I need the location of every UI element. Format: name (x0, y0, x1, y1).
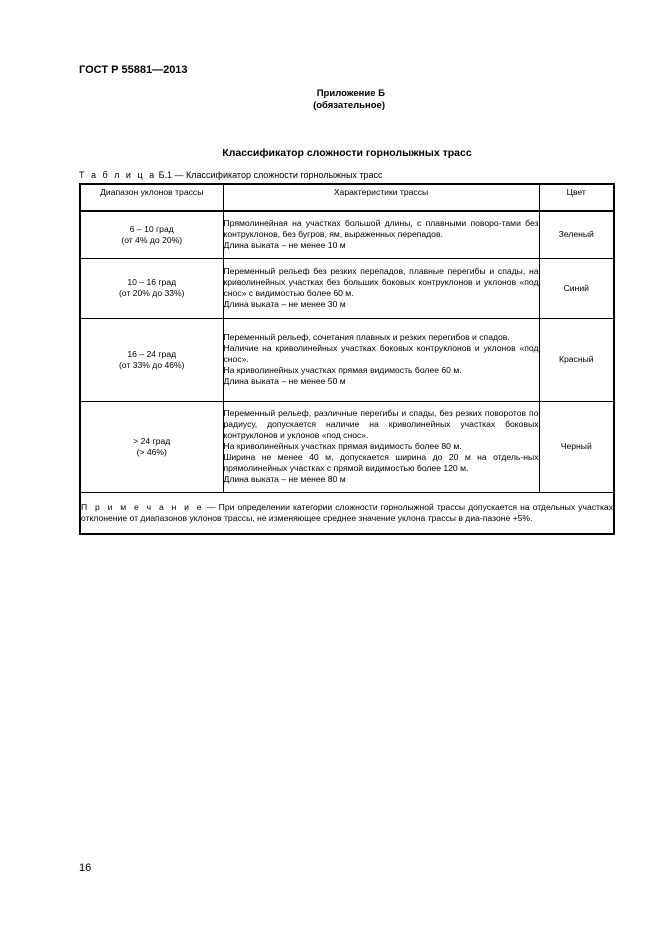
document-title: Классификатор сложности горнолыжных трасс (222, 147, 472, 159)
range-degrees: > 24 град (133, 435, 171, 446)
range-degrees: 6 – 10 град (129, 223, 174, 234)
characteristics-line: На криволинейных участках прямая видимость более 80 м. (223, 441, 462, 451)
characteristics-line: На криволинейных участках прямая видимость более 60 м. (223, 365, 462, 375)
table-header-row (80, 184, 614, 211)
table-caption-label: Т а б л и ц а (79, 170, 157, 180)
range-percent: (> 46%) (136, 446, 167, 457)
color-cell: Красный (539, 318, 614, 401)
table-row (80, 258, 614, 318)
characteristics-line: Переменный рельеф без резких перепадов, плавные перегибы и спады, на криволинейных участках без больших боковых контруклонов и уклонов «под снос» с видимостью более 60 м. (223, 266, 539, 298)
range-percent: (от 33% до 46%) (118, 359, 185, 370)
classifier-table (79, 183, 615, 535)
characteristics-line: Наличие на криволинейных участках боковых контруклонов и уклонов «под снос». (223, 343, 539, 364)
range-percent: (от 20% до 33%) (118, 288, 185, 298)
appendix-status: (обязательное) (313, 100, 385, 111)
page-number: 16 (79, 862, 92, 874)
column-header-characteristics: Характеристики трассы (223, 184, 539, 211)
characteristics-line: Переменный рельеф, различные перегибы и спады, без резких поворотов по радиусу, допускается наличие на криволинейных участках боковых контруклонов и уклонов «под снос». (223, 408, 539, 440)
range-cell (80, 401, 223, 492)
characteristics-cell (223, 211, 539, 258)
appendix-heading (79, 88, 615, 112)
table-row (80, 401, 614, 492)
table-caption (79, 170, 383, 180)
column-header-range: Диапазон уклонов трассы (80, 184, 223, 211)
characteristics-line: Длина выката – не менее 50 м (223, 376, 346, 386)
characteristics-line: Длина выката – не менее 80 м (223, 474, 346, 484)
table-row (80, 318, 614, 401)
note-label: П р и м е ч а н и е (81, 501, 204, 512)
characteristics-line: Длина выката – не менее 30 м (223, 299, 346, 309)
table-note (80, 492, 614, 534)
range-degrees: 10 – 16 град (127, 277, 177, 287)
characteristics-line: Переменный рельеф, сочетания плавных и резких перегибов и спадов. (223, 332, 510, 342)
range-degrees: 16 – 24 град (127, 348, 177, 359)
characteristics-cell (223, 318, 539, 401)
range-cell (80, 318, 223, 401)
characteristics-line: Прямолинейная на участках большой длины, с плавными поворо-тами без контруклонов, без бугров, ям, выраженных перепадов. (223, 218, 539, 240)
appendix-title: Приложение Б (316, 88, 385, 99)
table-row (80, 211, 614, 258)
characteristics-cell (223, 258, 539, 318)
characteristics-line: Длина выката – не менее 10 м (223, 240, 346, 251)
color-cell: Черный (539, 401, 614, 492)
table-note-row (80, 492, 614, 534)
note-text: — При определении категории сложности горнолыжной трассы допускается на отдельных участках отклонение от диапазонов уклонов трассы, не изменяющее среднее значение уклона трассы в диа-пазоне +5%. (81, 501, 613, 523)
range-percent: (от 4% до 20%) (121, 234, 183, 245)
characteristics-cell (223, 401, 539, 492)
column-header-color: Цвет (539, 184, 614, 211)
range-cell (80, 258, 223, 318)
range-cell (80, 211, 223, 258)
color-cell: Зеленый (539, 211, 614, 258)
standard-code: ГОСТ Р 55881—2013 (79, 64, 188, 76)
characteristics-line: Ширина не менее 40 м, допускается ширина до 20 м на отдель-ных прямолинейных участках с прямой видимостью более 120 м. (223, 452, 539, 473)
color-cell: Синий (539, 258, 614, 318)
table-caption-text: Б.1 — Классификатор сложности горнолыжных трасс (156, 170, 383, 180)
